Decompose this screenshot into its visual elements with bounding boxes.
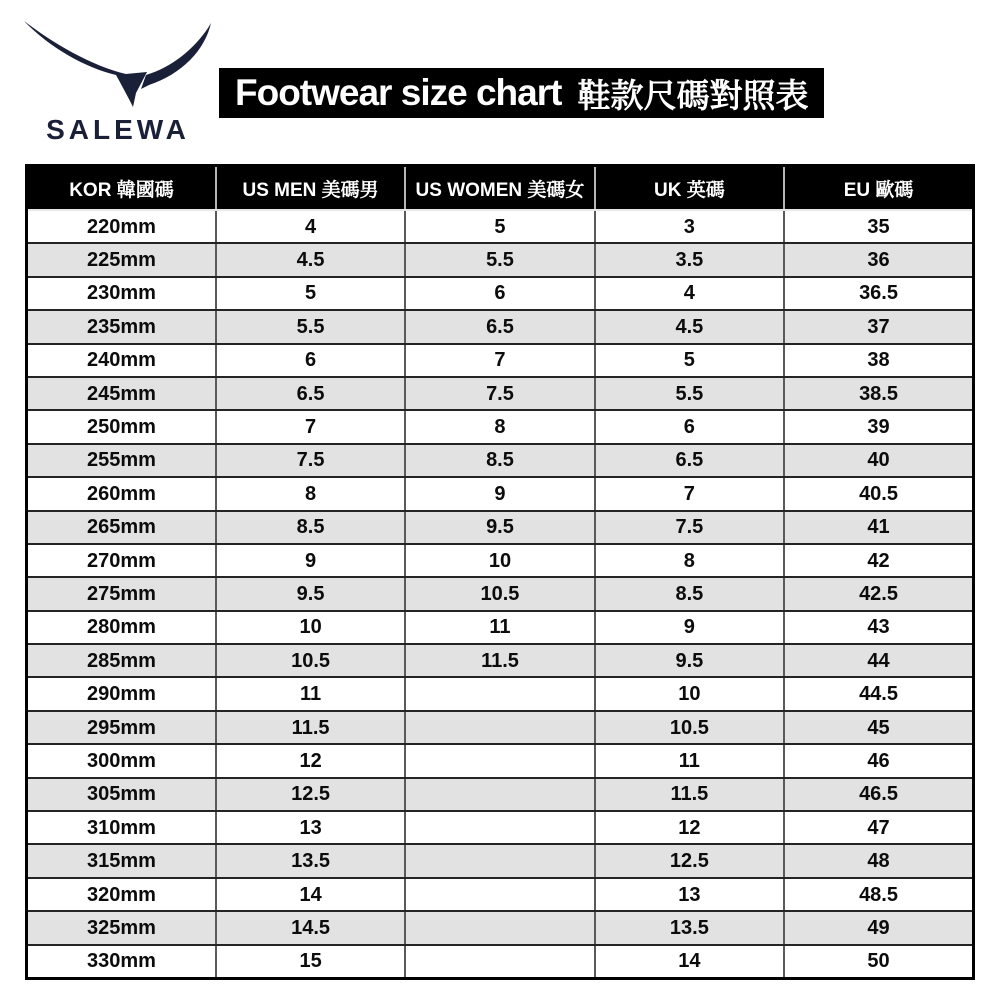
table-row [27,677,974,710]
col-header-us-men: US MEN 美碼男 [216,166,405,211]
table-row [27,310,974,343]
table-cell: 7.5 [216,444,405,477]
size-chart-table [25,164,975,980]
table-row [27,344,974,377]
table-cell: 9.5 [595,644,784,677]
table-cell: 230mm [27,277,216,310]
table-cell: 38 [784,344,973,377]
table-cell [405,878,594,911]
col-header-us-women: US WOMEN 美碼女 [405,166,594,211]
table-cell: 38.5 [784,377,973,410]
table-row [27,444,974,477]
table-cell: 13 [595,878,784,911]
salewa-eagle-icon [12,12,224,112]
table-cell: 14 [595,945,784,979]
table-cell: 48 [784,844,973,877]
table-cell: 305mm [27,778,216,811]
table-row [27,644,974,677]
table-cell: 11.5 [595,778,784,811]
table-cell: 235mm [27,310,216,343]
table-cell: 14 [216,878,405,911]
table-cell: 48.5 [784,878,973,911]
table-cell: 3 [595,210,784,243]
table-row [27,878,974,911]
table-cell: 50 [784,945,973,979]
salewa-logo [12,12,224,146]
table-cell: 245mm [27,377,216,410]
table-cell: 43 [784,611,973,644]
table-cell [405,945,594,979]
table-cell: 7 [595,477,784,510]
table-cell: 3.5 [595,243,784,276]
table-row [27,544,974,577]
table-row [27,811,974,844]
table-row [27,611,974,644]
table-cell: 8.5 [595,577,784,610]
table-row [27,577,974,610]
table-cell: 11 [216,677,405,710]
table-cell: 10 [216,611,405,644]
table-cell: 5.5 [405,243,594,276]
table-cell: 7.5 [405,377,594,410]
table-cell: 10 [595,677,784,710]
table-cell: 250mm [27,410,216,443]
table-row [27,778,974,811]
table-cell: 7.5 [595,511,784,544]
table-cell: 13.5 [595,911,784,944]
table-cell: 13 [216,811,405,844]
table-cell: 46.5 [784,778,973,811]
table-row [27,377,974,410]
table-cell: 8 [216,477,405,510]
table-cell: 6 [216,344,405,377]
table-row [27,410,974,443]
table-row [27,477,974,510]
table-cell: 7 [216,410,405,443]
page-title-english: Footwear size chart [235,72,562,113]
table-cell: 4 [216,210,405,243]
table-cell: 5 [595,344,784,377]
table-cell: 325mm [27,911,216,944]
table-cell: 8 [595,544,784,577]
table-cell: 270mm [27,544,216,577]
table-cell: 5 [405,210,594,243]
table-cell: 11.5 [216,711,405,744]
table-cell: 42 [784,544,973,577]
table-cell: 315mm [27,844,216,877]
table-cell: 47 [784,811,973,844]
table-cell: 5.5 [216,310,405,343]
table-cell: 39 [784,410,973,443]
col-header-uk: UK 英碼 [595,166,784,211]
table-cell: 9.5 [216,577,405,610]
table-cell: 265mm [27,511,216,544]
table-cell: 42.5 [784,577,973,610]
table-cell: 44 [784,644,973,677]
table-cell: 49 [784,911,973,944]
table-cell: 6 [405,277,594,310]
table-cell: 40 [784,444,973,477]
page-title-chinese: 鞋款尺碼對照表 [577,76,809,114]
table-cell: 37 [784,310,973,343]
table-cell [405,911,594,944]
table-cell: 10.5 [216,644,405,677]
table-cell: 11.5 [405,644,594,677]
table-cell [405,677,594,710]
table-cell: 9 [405,477,594,510]
table-cell: 240mm [27,344,216,377]
table-cell: 12.5 [216,778,405,811]
table-cell: 295mm [27,711,216,744]
table-cell: 260mm [27,477,216,510]
table-cell [405,778,594,811]
table-cell: 11 [405,611,594,644]
table-cell: 6.5 [216,377,405,410]
table-row [27,844,974,877]
table-cell: 8 [405,410,594,443]
table-cell: 41 [784,511,973,544]
table-cell: 310mm [27,811,216,844]
col-header-eu: EU 歐碼 [784,166,973,211]
size-chart-table-head [27,166,974,211]
table-row [27,711,974,744]
table-cell: 6 [595,410,784,443]
table-row [27,243,974,276]
table-cell: 12 [216,744,405,777]
table-row [27,210,974,243]
table-cell: 10.5 [405,577,594,610]
table-row [27,511,974,544]
table-cell: 290mm [27,677,216,710]
table-cell: 7 [405,344,594,377]
table-cell: 11 [595,744,784,777]
table-cell [405,711,594,744]
table-cell: 9 [595,611,784,644]
table-cell: 13.5 [216,844,405,877]
table-cell: 14.5 [216,911,405,944]
table-cell: 220mm [27,210,216,243]
table-cell [405,811,594,844]
table-row [27,945,974,979]
table-row [27,911,974,944]
table-cell: 285mm [27,644,216,677]
table-cell: 225mm [27,243,216,276]
table-cell [405,744,594,777]
table-cell: 280mm [27,611,216,644]
header-row [27,166,974,211]
page-title [219,68,824,118]
size-chart-table-body [27,210,974,978]
table-cell: 10 [405,544,594,577]
table-cell: 36.5 [784,277,973,310]
table-cell [405,844,594,877]
table-cell: 35 [784,210,973,243]
table-cell: 12 [595,811,784,844]
table-cell: 6.5 [405,310,594,343]
table-cell: 4 [595,277,784,310]
table-cell: 6.5 [595,444,784,477]
table-cell: 255mm [27,444,216,477]
table-cell: 5.5 [595,377,784,410]
table-cell: 4.5 [216,243,405,276]
table-cell: 5 [216,277,405,310]
table-cell: 46 [784,744,973,777]
table-cell: 8.5 [405,444,594,477]
table-cell: 320mm [27,878,216,911]
table-cell: 9 [216,544,405,577]
table-cell: 10.5 [595,711,784,744]
table-cell: 44.5 [784,677,973,710]
table-cell: 40.5 [784,477,973,510]
col-header-kor: KOR 韓國碼 [27,166,216,211]
table-cell: 9.5 [405,511,594,544]
salewa-wordmark: SALEWA [46,114,190,145]
table-row [27,744,974,777]
table-cell: 4.5 [595,310,784,343]
table-cell: 36 [784,243,973,276]
table-cell: 15 [216,945,405,979]
table-row [27,277,974,310]
table-cell: 8.5 [216,511,405,544]
table-cell: 12.5 [595,844,784,877]
table-cell: 300mm [27,744,216,777]
table-cell: 330mm [27,945,216,979]
table-cell: 45 [784,711,973,744]
table-cell: 275mm [27,577,216,610]
